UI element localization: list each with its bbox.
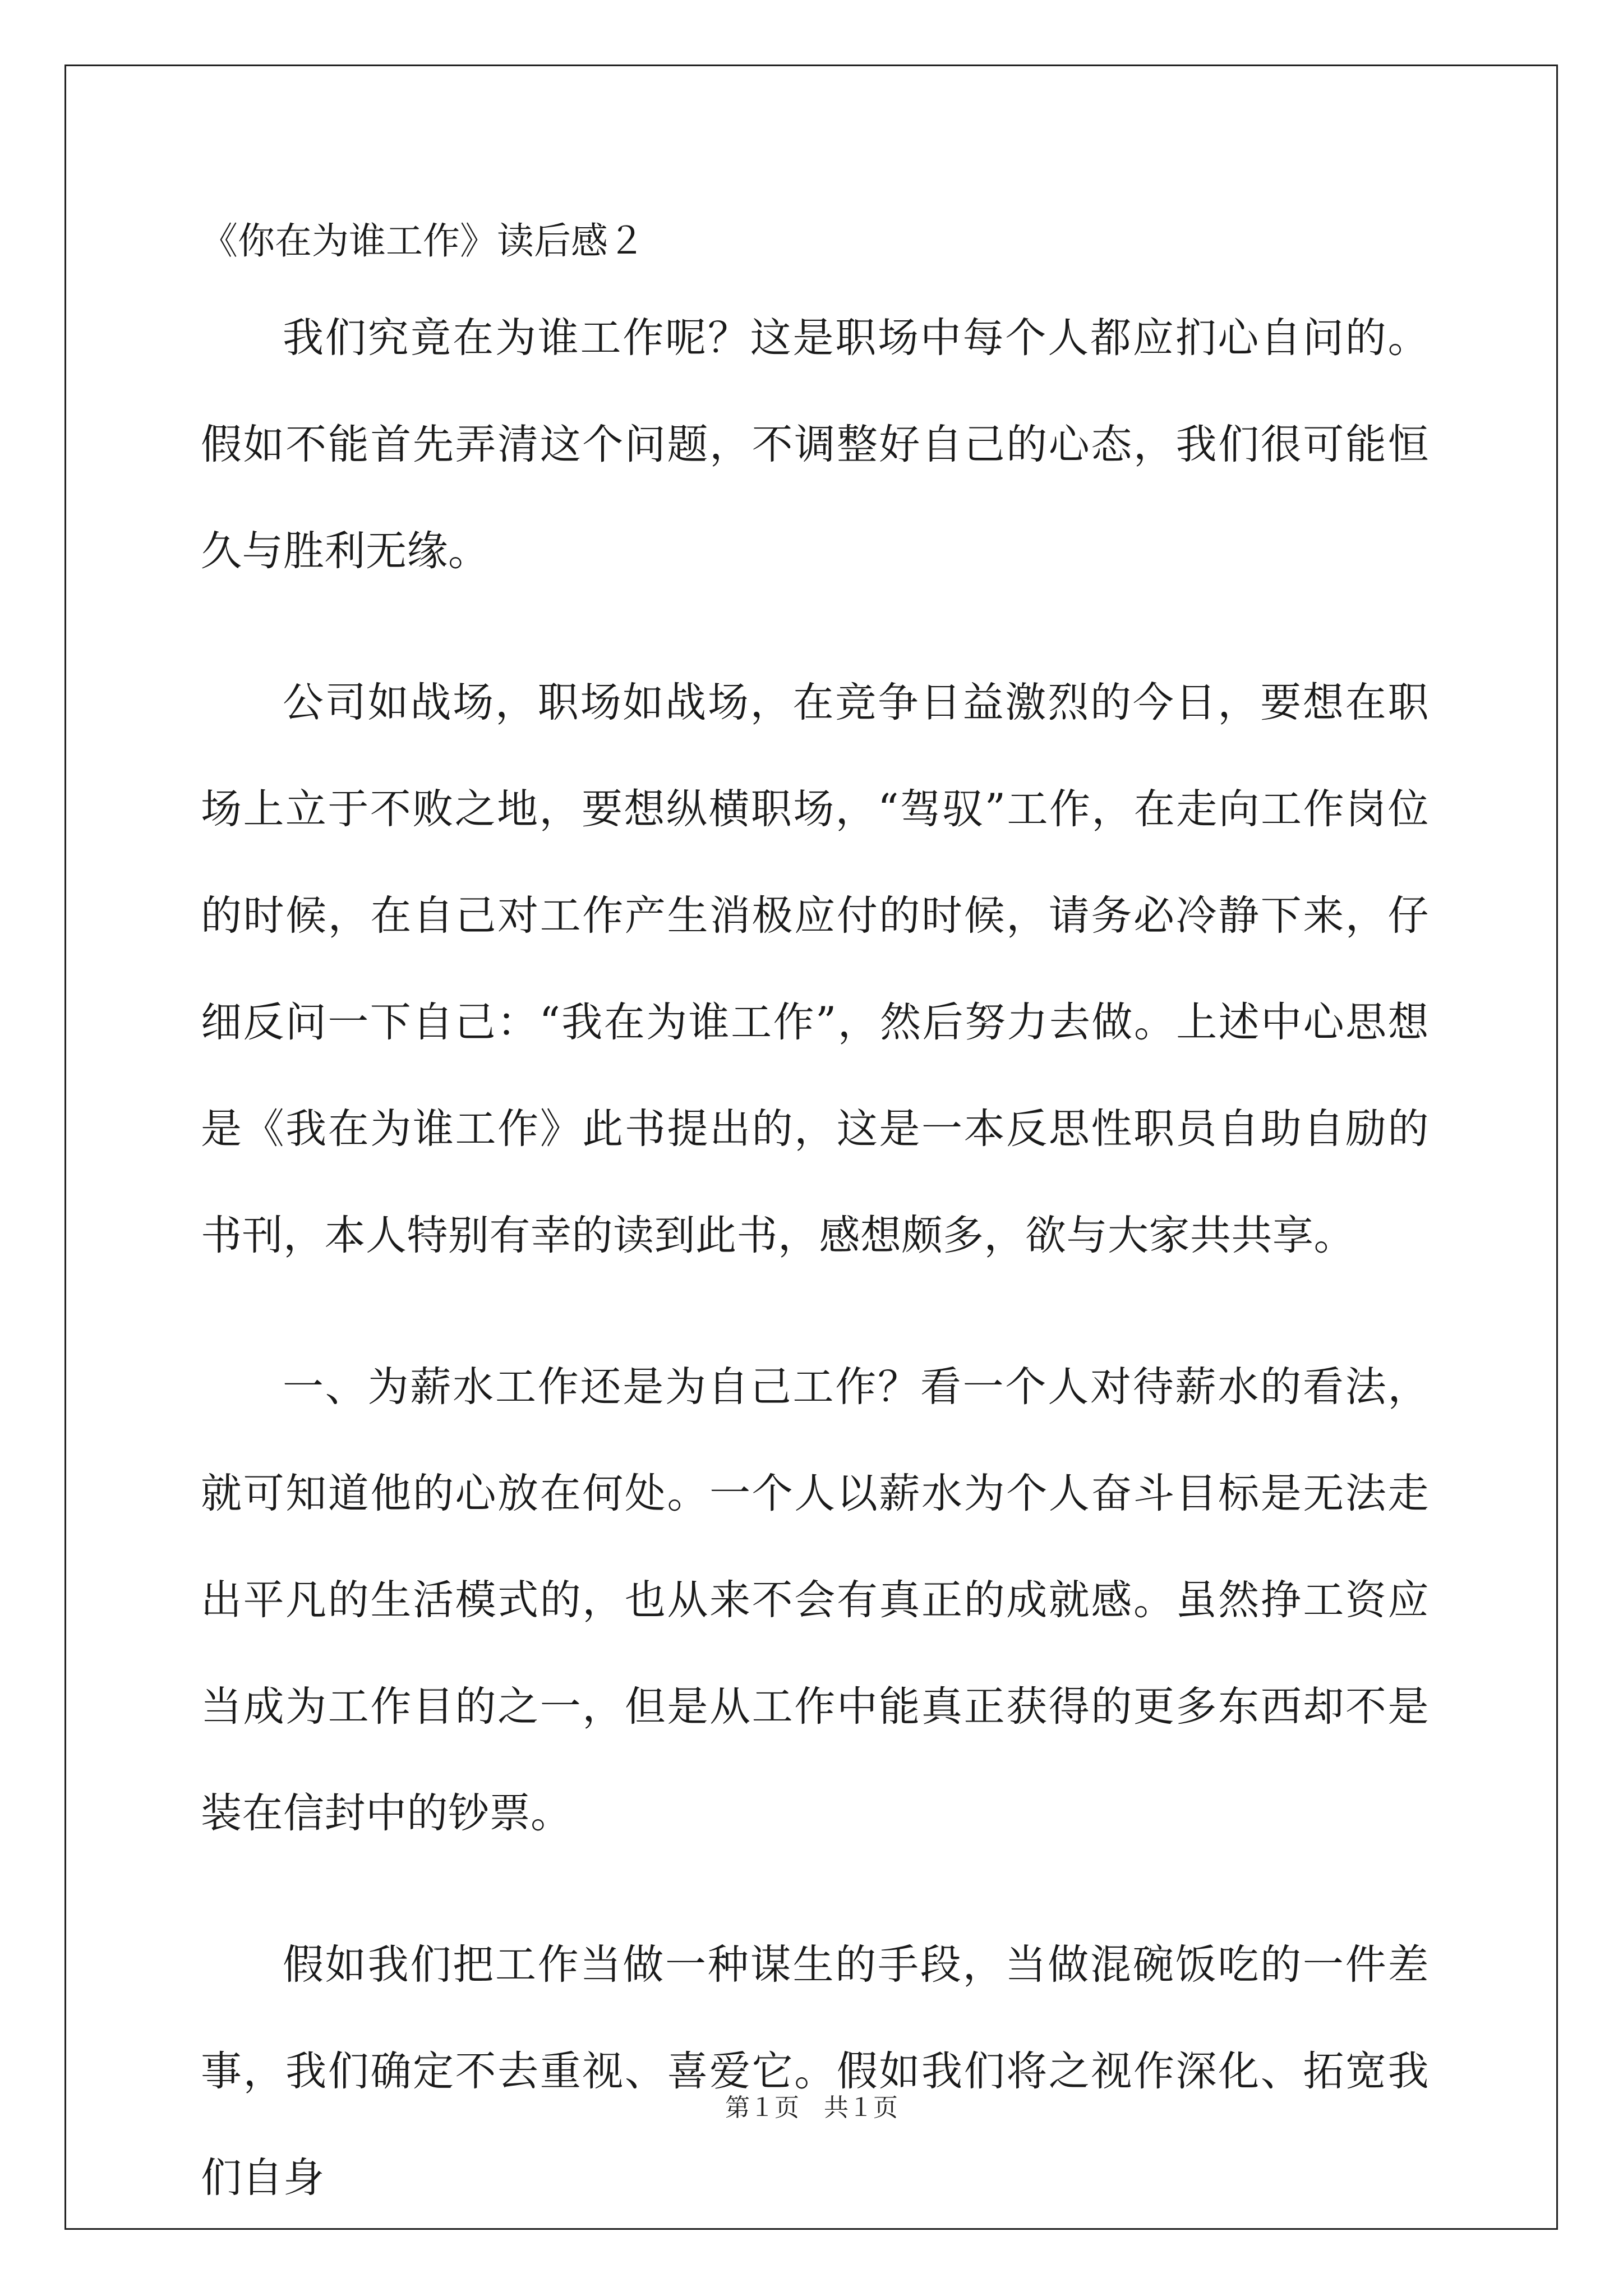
document-body xyxy=(201,213,1429,2231)
paragraph: 公司如战场，职场如战场，在竞争日益激烈的今日，要想在职场上立于不败之地，要想纵横职场，“驾驭”工作，在走向工作岗位的时候，在自己对工作产生消极应付的时候，请务必冷静下来，仔细反问一下自己：“我在为谁工作”，然后努力去做。上述中心思想是《我在为谁工作》此书提出的，这是一本反思性职员自助自励的书刊，本人特别有幸的读到此书，感想颇多，欲与大家共共享。 xyxy=(201,679,1429,1259)
page-number: 第１页 xyxy=(725,2093,799,2122)
page-total: 共１页 xyxy=(824,2093,898,2122)
paragraph: 假如我们把工作当做一种谋生的手段，当做混碗饭吃的一件差事，我们确定不去重视、喜爱它。假如我们将之视作深化、拓宽我们自身 xyxy=(201,1941,1429,2202)
paragraph: 一、为薪水工作还是为自己工作？看一个人对待薪水的看法，就可知道他的心放在何处。一个人以薪水为个人奋斗目标是无法走出平凡的生活模式的，也从来不会有真正的成就感。虽然挣工资应当成为工作目的之一，但是从工作中能真正获得的更多东西却不是装在信封中的钞票。 xyxy=(201,1363,1429,1837)
document-title: 《你在为谁工作》读后感２ xyxy=(201,219,645,263)
page-footer xyxy=(0,2091,1623,2125)
paragraph: 我们究竟在为谁工作呢？这是职场中每个人都应扪心自问的。假如不能首先弄清这个问题，不调整好自己的心态，我们很可能恒久与胜利无缘。 xyxy=(201,314,1429,575)
